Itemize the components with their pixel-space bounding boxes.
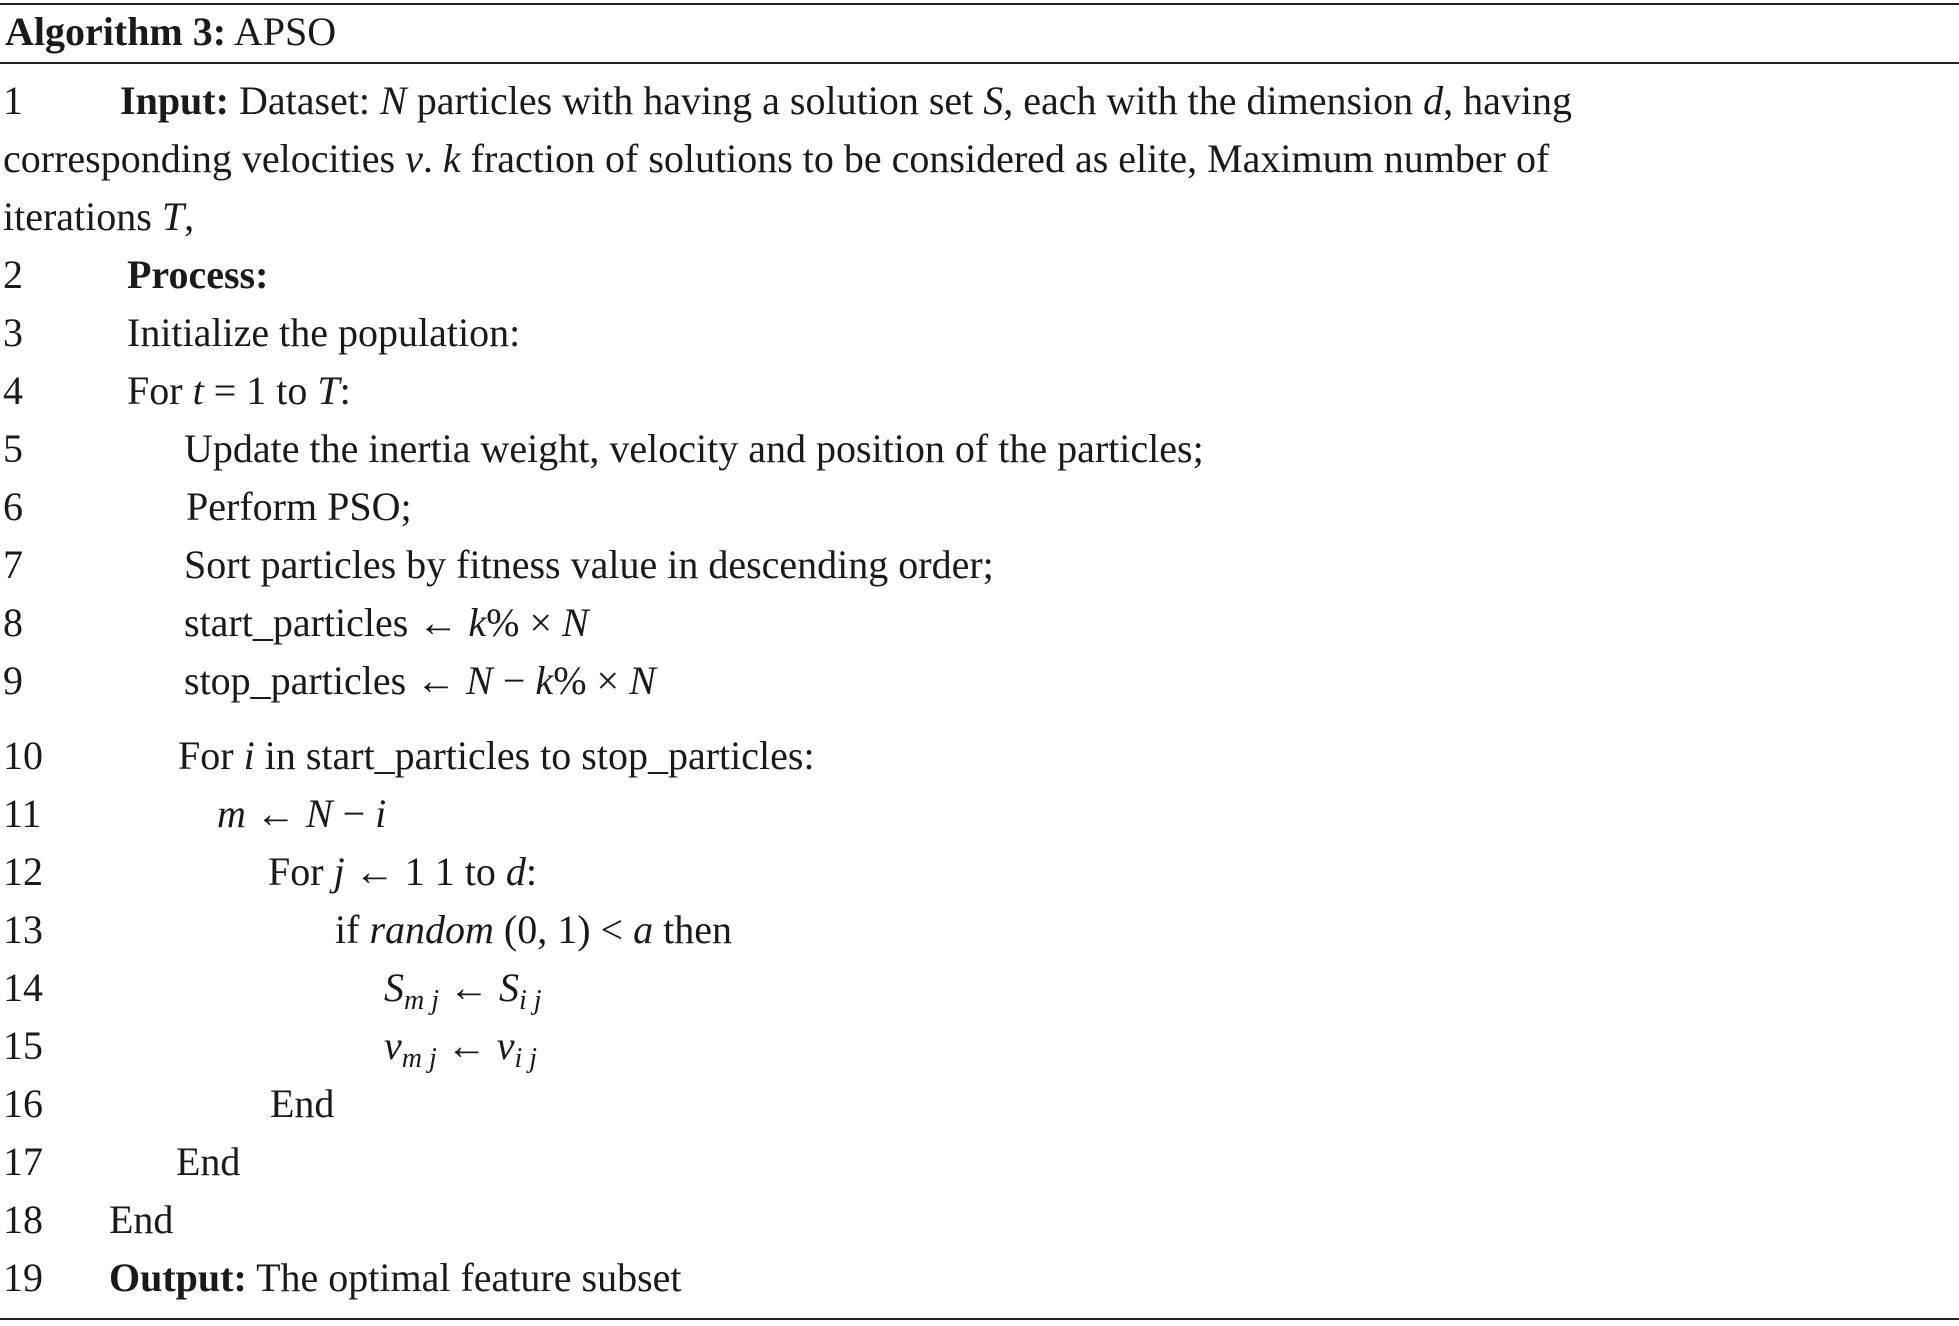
code-line: [268, 843, 537, 901]
algorithm-name: APSO: [233, 9, 337, 54]
output-keyword: Output:: [109, 1255, 247, 1300]
var-i: i: [243, 733, 255, 778]
line-text: For: [268, 849, 334, 894]
var-n: N: [380, 78, 407, 123]
var-n: N: [466, 658, 493, 703]
line-number: 15: [3, 1023, 43, 1068]
line-text: ←: [245, 791, 306, 836]
var-n: N: [629, 658, 656, 703]
var-v: v: [405, 136, 423, 181]
line-number: 12: [3, 849, 43, 894]
algorithm-title: [5, 4, 336, 60]
line-number: 8: [3, 600, 23, 645]
code-line: Perform PSO;: [186, 484, 412, 529]
code-line: [335, 901, 732, 959]
var-d: d: [505, 849, 526, 894]
line-text: then: [653, 907, 732, 952]
line-text: particles with having a solution set: [406, 78, 984, 123]
code-line: [127, 362, 351, 420]
code-line: [384, 1017, 537, 1075]
var-j: j: [333, 849, 345, 894]
var-k: k: [442, 136, 461, 181]
line-text: corresponding velocities: [3, 136, 406, 181]
code-line: Update the inertia weight, velocity and position of the particles;: [184, 426, 1204, 471]
line-text: :: [339, 368, 351, 413]
func-random: random: [369, 907, 494, 952]
algorithm-label: Algorithm 3:: [5, 9, 227, 54]
code-line: Initialize the population:: [127, 310, 521, 355]
line-text: , each with the dimension: [1003, 78, 1424, 123]
line-number: 16: [3, 1081, 43, 1126]
subscript: m j: [404, 985, 439, 1016]
var-n: N: [305, 791, 333, 836]
line-text: if: [335, 907, 370, 952]
line-number: 17: [3, 1139, 43, 1184]
line-text: ,: [184, 194, 195, 239]
var-d: d: [1423, 78, 1444, 123]
input-keyword: Input:: [120, 78, 229, 123]
line-text: in start_particles to stop_particles:: [254, 733, 815, 778]
code-line: [178, 727, 815, 785]
line-number: 14: [3, 965, 43, 1010]
header-rule: [0, 62, 1959, 64]
var-i: i: [375, 791, 387, 836]
line-text: The optimal feature subset: [246, 1255, 682, 1300]
line-number: 6: [3, 484, 23, 529]
line-number: 18: [3, 1197, 43, 1242]
line-number: 5: [3, 426, 23, 471]
line-number: 2: [3, 252, 23, 297]
var-k: k: [535, 658, 554, 703]
line-text: ←: [439, 965, 499, 1010]
bottom-rule: [0, 1318, 1959, 1320]
input-line-wrap: [3, 130, 1549, 188]
line-text: .: [422, 136, 443, 181]
line-number: 10: [3, 733, 43, 778]
line-text: % ×: [553, 658, 630, 703]
input-line: [120, 72, 1572, 130]
subscript: i j: [519, 985, 542, 1016]
var-a: a: [633, 907, 654, 952]
line-number: 7: [3, 542, 23, 587]
subscript: i j: [514, 1043, 538, 1074]
line-text: start_particles ←: [184, 600, 469, 645]
code-line: End: [109, 1197, 174, 1242]
var-s: S: [499, 965, 519, 1010]
var-t: t: [192, 368, 204, 413]
line-number: 11: [3, 791, 42, 836]
line-text: −: [332, 791, 376, 836]
var-m: m: [217, 791, 246, 836]
line-text: % ×: [486, 600, 563, 645]
var-s: S: [384, 965, 404, 1010]
var-s: S: [983, 78, 1004, 123]
code-line: End: [176, 1139, 241, 1184]
process-line: [127, 246, 268, 304]
line-text: For: [178, 733, 244, 778]
code-line: [217, 785, 386, 843]
input-line-wrap: [3, 188, 194, 246]
line-number: 3: [3, 310, 23, 355]
var-n: N: [562, 600, 589, 645]
output-line: [109, 1249, 682, 1307]
line-text: ←: [436, 1023, 497, 1068]
line-number: 19: [3, 1255, 43, 1300]
line-text: ← 1 1 to: [344, 849, 506, 894]
code-line: End: [270, 1081, 335, 1126]
line-text: For: [127, 368, 193, 413]
line-text: −: [492, 658, 536, 703]
var-t-max: T: [317, 368, 340, 413]
line-number: 13: [3, 907, 43, 952]
process-keyword: Process:: [127, 252, 269, 297]
line-text: iterations: [3, 194, 162, 239]
var-v: v: [496, 1023, 515, 1068]
line-number: 9: [3, 658, 23, 703]
line-number: 1: [3, 78, 23, 123]
line-text: = 1 to: [203, 368, 318, 413]
line-text: fraction of solutions to be considered as elite, Maximum number of: [460, 136, 1550, 181]
var-t-max: T: [161, 194, 185, 239]
code-line: [184, 594, 589, 652]
var-k: k: [468, 600, 487, 645]
line-text: (0, 1) <: [493, 907, 634, 952]
line-text: stop_particles ←: [184, 658, 467, 703]
var-v: v: [384, 1023, 402, 1068]
code-line: Sort particles by fitness value in descending order;: [184, 542, 994, 587]
line-text: Dataset:: [228, 78, 381, 123]
line-text: :: [525, 849, 537, 894]
line-text: , having: [1443, 78, 1573, 123]
subscript: m j: [401, 1043, 437, 1074]
line-number: 4: [3, 368, 23, 413]
code-line: [384, 959, 542, 1017]
code-line: [184, 652, 656, 710]
